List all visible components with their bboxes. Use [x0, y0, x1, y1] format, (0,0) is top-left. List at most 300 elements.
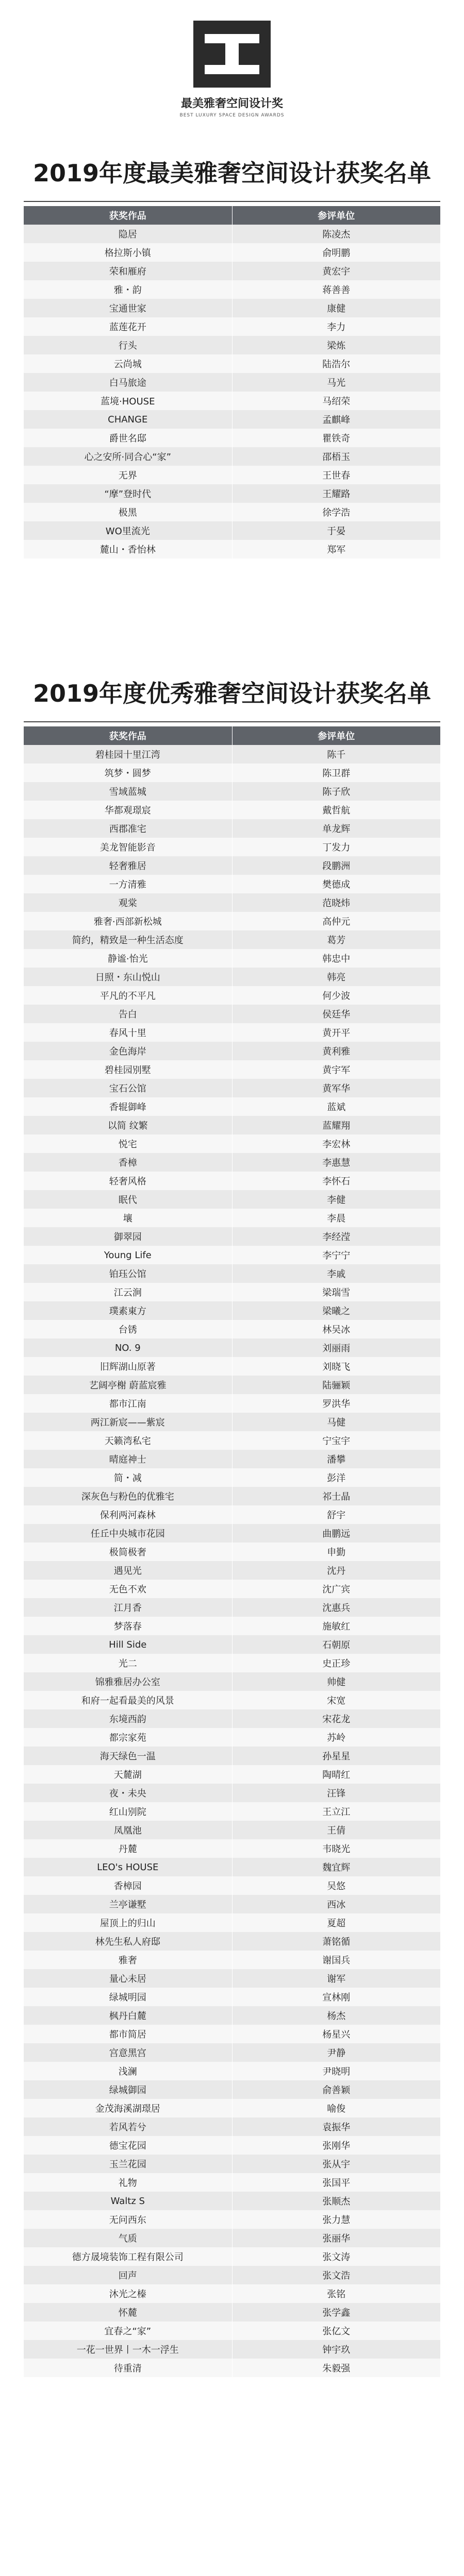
header-work: 获奖作品: [24, 206, 233, 225]
table-row: [24, 1524, 440, 1543]
table-row: [24, 373, 440, 392]
award-logo: [175, 21, 289, 124]
table-row: [24, 1116, 440, 1134]
entrant-cell: 李宏林: [322, 1139, 351, 1150]
table-row: [24, 540, 440, 558]
award-work-cell: 德宝花园: [24, 2136, 233, 2155]
award-work-cell: 德方晟境装饰工程有限公司: [24, 2247, 233, 2266]
table-row: [24, 1654, 440, 1672]
table-row: [24, 1468, 440, 1487]
entrant-cell: 戴哲航: [322, 805, 351, 816]
table-row: [24, 2099, 440, 2117]
entrant-cell: 尹静: [327, 2048, 346, 2059]
award-work-cell: 心之安所·同合心“家”: [24, 447, 233, 466]
section2-title: 2019年度优秀雅奢空间设计获奖名单: [32, 680, 432, 707]
award-work-cell: 麓山・香怡林: [24, 540, 233, 558]
header-entrant: 参评单位: [318, 211, 355, 222]
award-work-cell: 红山别院: [24, 1802, 233, 1821]
table-row: [24, 1932, 440, 1951]
entrant-cell: 于晏: [327, 526, 346, 537]
entrant-cell: 俞明鹏: [322, 248, 351, 259]
entrant-cell: 蓝耀翔: [322, 1121, 351, 1131]
award-work-cell: 遇见光: [24, 1561, 233, 1580]
table-row: [24, 2303, 440, 2321]
entrant-cell: 李经滢: [322, 1232, 351, 1243]
table-row: [24, 1042, 440, 1060]
award-work-cell: 光二: [24, 1654, 233, 1672]
table-row: [24, 856, 440, 875]
table-row: [24, 875, 440, 893]
award-work-cell: 金茂海溪湖璟居: [24, 2099, 233, 2117]
table-row: [24, 1060, 440, 1079]
entrant-cell: 西冰: [327, 1900, 346, 1910]
table-row: [24, 2284, 440, 2303]
table-row: [24, 1580, 440, 1598]
table-row: [24, 1617, 440, 1635]
header-entrant: 参评单位: [318, 731, 355, 742]
table-row: [24, 1264, 440, 1283]
award-work-cell: 金色海岸: [24, 1042, 233, 1060]
entrant-cell: 王立江: [322, 1807, 351, 1818]
award-work-cell: 美龙智能影音: [24, 838, 233, 856]
award-work-cell: 静谧·怡光: [24, 949, 233, 968]
section1-table: [24, 206, 440, 558]
entrant-cell: 马绍荣: [322, 396, 351, 407]
award-work-cell: 凤凰池: [24, 1821, 233, 1839]
award-work-cell: 晴庭神士: [24, 1450, 233, 1468]
table-row: [24, 2192, 440, 2210]
entrant-cell: 宋花龙: [322, 1714, 351, 1725]
table-row: [24, 1487, 440, 1505]
award-work-cell: 极简极奢: [24, 1543, 233, 1561]
table-row: [24, 1079, 440, 1097]
award-work-cell: Young Life: [24, 1246, 233, 1264]
entrant-cell: 袁振华: [322, 2122, 351, 2133]
award-work-cell: 雪域蓝城: [24, 782, 233, 801]
table-row: [24, 243, 440, 262]
entrant-cell: 钟宇玖: [322, 2345, 351, 2355]
entrant-cell: 韩亮: [327, 972, 346, 983]
award-work-cell: 怀麓: [24, 2303, 233, 2321]
table-row: [24, 1209, 440, 1227]
award-work-cell: LEO's HOUSE: [24, 1858, 233, 1876]
entrant-cell: 黄宇军: [322, 1065, 351, 1076]
award-work-cell: Hill Side: [24, 1635, 233, 1654]
table-row: [24, 1543, 440, 1561]
logo-subtitle: BEST LUXURY SPACE DESIGN AWARDS: [179, 113, 285, 118]
table-row: [24, 466, 440, 484]
table-row: [24, 986, 440, 1005]
entrant-cell: 孙星星: [322, 1751, 351, 1762]
table-row: [24, 2359, 440, 2377]
award-work-cell: 平凡的不平凡: [24, 986, 233, 1005]
entrant-cell: 李健: [327, 1195, 346, 1206]
table-row: [24, 447, 440, 466]
entrant-cell: 张文涛: [322, 2252, 351, 2263]
table-row: [24, 2117, 440, 2136]
entrant-cell: 宁宝宇: [322, 1436, 351, 1447]
entrant-cell: 孟麒峰: [322, 415, 351, 426]
entrant-cell: 高仲元: [322, 917, 351, 927]
award-work-cell: 浅澜: [24, 2062, 233, 2080]
award-work-cell: 告白: [24, 1005, 233, 1023]
award-work-cell: 绿城明园: [24, 1988, 233, 2006]
table-row: [24, 1023, 440, 1042]
entrant-cell: 史正珍: [322, 1658, 351, 1669]
award-emblem-icon: [193, 21, 271, 88]
table-row: [24, 1431, 440, 1450]
award-work-cell: 绿城御园: [24, 2080, 233, 2099]
entrant-cell: 梁炼: [327, 341, 346, 351]
table-row: [24, 1672, 440, 1691]
award-work-cell: 深灰色与粉色的优雅宅: [24, 1487, 233, 1505]
table-row: [24, 392, 440, 410]
award-work-cell: 艺阔亭榭 蔚蓝宸雅: [24, 1376, 233, 1394]
entrant-cell: 朱毅强: [322, 2363, 351, 2374]
award-work-cell: 保利两河森林: [24, 1505, 233, 1524]
table-row: [24, 1227, 440, 1246]
entrant-cell: 张亿文: [322, 2326, 351, 2337]
table-row: [24, 280, 440, 299]
table-row: [24, 1784, 440, 1802]
award-work-cell: 旧辉湖山原著: [24, 1357, 233, 1376]
award-work-cell: 夜・未央: [24, 1784, 233, 1802]
entrant-cell: 申勤: [327, 1547, 346, 1558]
table-row: [24, 1876, 440, 1895]
award-work-cell: 简・减: [24, 1468, 233, 1487]
entrant-cell: 侯廷华: [322, 1009, 351, 1020]
entrant-cell: 丁发力: [322, 842, 351, 853]
entrant-cell: 韦晓光: [322, 1844, 351, 1855]
entrant-cell: 黄宏宇: [322, 266, 351, 277]
award-work-cell: 海天绿色一温: [24, 1747, 233, 1765]
award-work-cell: 璞素東方: [24, 1301, 233, 1320]
entrant-cell: 石朝原: [322, 1640, 351, 1651]
award-work-cell: 气质: [24, 2229, 233, 2247]
table-row: [24, 782, 440, 801]
award-work-cell: 蓝境·HOUSE: [24, 392, 233, 410]
entrant-cell: 张国平: [322, 2178, 351, 2189]
entrant-cell: 舒宇: [327, 1510, 346, 1521]
entrant-cell: 彭洋: [327, 1473, 346, 1484]
award-work-cell: 梦落春: [24, 1617, 233, 1635]
award-work-cell: 若风若兮: [24, 2117, 233, 2136]
table-row: [24, 410, 440, 429]
award-work-cell: 荣和雁府: [24, 262, 233, 280]
award-work-cell: 都宗家苑: [24, 1728, 233, 1747]
table-row: [24, 1394, 440, 1413]
entrant-cell: 汪锋: [327, 1788, 346, 1799]
entrant-cell: 马光: [327, 378, 346, 388]
table-row: [24, 1357, 440, 1376]
entrant-cell: 陆浩尔: [322, 359, 351, 370]
table-row: [24, 1802, 440, 1821]
entrant-cell: 沈丹: [327, 1566, 346, 1577]
entrant-cell: 马健: [327, 1417, 346, 1428]
entrant-cell: 王世春: [322, 470, 351, 481]
entrant-cell: 邵梧玉: [322, 452, 351, 463]
table-row: [24, 2321, 440, 2340]
award-work-cell: 行头: [24, 336, 233, 354]
award-work-cell: WO里流光: [24, 521, 233, 540]
award-work-cell: 悦宅: [24, 1134, 233, 1153]
entrant-cell: 夏超: [327, 1918, 346, 1929]
table-row: [24, 503, 440, 521]
header-work: 获奖作品: [24, 726, 233, 745]
award-work-cell: 无问西东: [24, 2210, 233, 2229]
entrant-cell: 施敏红: [322, 1621, 351, 1632]
table-row: [24, 2043, 440, 2062]
award-work-cell: 待重清: [24, 2359, 233, 2377]
table-row: [24, 1895, 440, 1913]
entrant-cell: 祁士晶: [322, 1492, 351, 1502]
table-row: [24, 893, 440, 912]
table-row: [24, 1097, 440, 1116]
entrant-cell: 张文浩: [322, 2270, 351, 2281]
table-row: [24, 2266, 440, 2284]
entrant-cell: 沈惠兵: [322, 1603, 351, 1614]
table-row: [24, 1951, 440, 1969]
award-work-cell: 兰亭谦墅: [24, 1895, 233, 1913]
logo-title: 最美雅奢空间设计奖: [180, 97, 283, 110]
award-work-cell: 量心未居: [24, 1969, 233, 1988]
table-row: [24, 1301, 440, 1320]
table-row: [24, 1598, 440, 1617]
award-work-cell: 一方清雅: [24, 875, 233, 893]
entrant-cell: 何少波: [322, 991, 351, 1002]
award-work-cell: 雅奢·西部新松城: [24, 912, 233, 930]
entrant-cell: 瞿铁奇: [322, 433, 351, 444]
table-row: [24, 838, 440, 856]
table-row: [24, 1561, 440, 1580]
entrant-cell: 李宁宁: [322, 1250, 351, 1261]
table-row: [24, 2210, 440, 2229]
award-work-cell: 香樟: [24, 1153, 233, 1172]
entrant-cell: 陈卫群: [322, 768, 351, 779]
entrant-cell: 沈广宾: [322, 1584, 351, 1595]
entrant-cell: 黄开平: [322, 1028, 351, 1039]
table-header: [24, 726, 440, 745]
award-work-cell: 无界: [24, 466, 233, 484]
table-row: [24, 764, 440, 782]
award-work-cell: 西郡准宅: [24, 819, 233, 838]
award-work-cell: 宝石公馆: [24, 1079, 233, 1097]
section1-rule: [24, 201, 440, 202]
award-work-cell: 回声: [24, 2266, 233, 2284]
table-row: [24, 429, 440, 447]
section2-table: [24, 726, 440, 2377]
table-row: [24, 299, 440, 317]
table-row: [24, 336, 440, 354]
award-work-cell: 简约，精致是一种生活态度: [24, 930, 233, 949]
entrant-cell: 张从宇: [322, 2159, 351, 2170]
table-row: [24, 1320, 440, 1338]
table-row: [24, 2006, 440, 2025]
entrant-cell: 宣林刚: [322, 1992, 351, 2003]
table-row: [24, 2080, 440, 2099]
entrant-cell: 吴悠: [327, 1881, 346, 1892]
award-work-cell: 铂珏公馆: [24, 1264, 233, 1283]
entrant-cell: 刘晓飞: [322, 1362, 351, 1372]
table-row: [24, 930, 440, 949]
award-work-cell: 以简 纹繁: [24, 1116, 233, 1134]
award-work-cell: 轻奢风格: [24, 1172, 233, 1190]
entrant-cell: 郑军: [327, 545, 346, 555]
entrant-cell: 尹晓明: [322, 2066, 351, 2077]
table-row: [24, 1005, 440, 1023]
entrant-cell: 张丽华: [322, 2233, 351, 2244]
award-work-cell: 天籁湾私宅: [24, 1431, 233, 1450]
award-work-cell: 雅・韵: [24, 280, 233, 299]
entrant-cell: 张力慧: [322, 2215, 351, 2226]
table-row: [24, 1190, 440, 1209]
entrant-cell: 杨杰: [327, 2011, 346, 2022]
award-work-cell: 华都观璟宸: [24, 801, 233, 819]
award-work-cell: 林先生私人府邸: [24, 1932, 233, 1951]
entrant-cell: 张刚华: [322, 2141, 351, 2151]
award-work-cell: 格拉斯小镇: [24, 243, 233, 262]
award-work-cell: 云尚城: [24, 354, 233, 373]
table-row: [24, 949, 440, 968]
table-row: [24, 1709, 440, 1728]
entrant-cell: 蓝斌: [327, 1102, 346, 1113]
table-row: [24, 1969, 440, 1988]
entrant-cell: 梁曦之: [322, 1306, 351, 1317]
entrant-cell: 潘攀: [327, 1454, 346, 1465]
section1-title: 2019年度最美雅奢空间设计获奖名单: [32, 159, 432, 187]
entrant-cell: 李力: [327, 322, 346, 333]
table-row: [24, 1134, 440, 1153]
award-work-cell: 无色不欢: [24, 1580, 233, 1598]
entrant-cell: 萧铭循: [322, 1937, 351, 1947]
entrant-cell: 康健: [327, 303, 346, 314]
entrant-cell: 单龙辉: [322, 824, 351, 835]
award-work-cell: 筑梦・圆梦: [24, 764, 233, 782]
table-row: [24, 1913, 440, 1932]
table-row: [24, 1338, 440, 1357]
award-work-cell: 沐光之榛: [24, 2284, 233, 2303]
award-work-cell: 两江新宸——紫宸: [24, 1413, 233, 1431]
award-work-cell: 眠代: [24, 1190, 233, 1209]
entrant-cell: 李怀石: [322, 1176, 351, 1187]
award-work-cell: 香樟园: [24, 1876, 233, 1895]
table-row: [24, 1246, 440, 1264]
entrant-cell: 宋宽: [327, 1696, 346, 1706]
table-row: [24, 1450, 440, 1468]
award-work-cell: 玉兰花园: [24, 2155, 233, 2173]
award-work-cell: 枫丹白麓: [24, 2006, 233, 2025]
award-work-cell: 任丘中央城市花园: [24, 1524, 233, 1543]
award-work-cell: 轻奢雅居: [24, 856, 233, 875]
table-row: [24, 317, 440, 336]
entrant-cell: 谢国兵: [322, 1955, 351, 1966]
award-work-cell: 东境西韵: [24, 1709, 233, 1728]
table-row: [24, 1821, 440, 1839]
award-work-cell: 隐居: [24, 225, 233, 243]
award-work-cell: 观棠: [24, 893, 233, 912]
entrant-cell: 陆骊颖: [322, 1380, 351, 1391]
entrant-cell: 蒋善善: [322, 285, 351, 296]
award-work-cell: 一花一世界丨一木一浮生: [24, 2340, 233, 2359]
award-work-cell: 江月香: [24, 1598, 233, 1617]
table-row: [24, 1728, 440, 1747]
entrant-cell: 谢军: [327, 1974, 346, 1985]
award-work-cell: 雅奢: [24, 1951, 233, 1969]
award-work-cell: 春风十里: [24, 1023, 233, 1042]
entrant-cell: 魏宜辉: [322, 1862, 351, 1873]
table-row: [24, 801, 440, 819]
entrant-cell: 段鹏洲: [322, 861, 351, 872]
table-row: [24, 912, 440, 930]
table-row: [24, 2340, 440, 2359]
award-work-cell: 台锈: [24, 1320, 233, 1338]
table-row: [24, 1153, 440, 1172]
entrant-cell: 李戚: [327, 1269, 346, 1280]
award-work-cell: 江云涧: [24, 1283, 233, 1301]
table-row: [24, 2062, 440, 2080]
award-work-cell: 宝通世家: [24, 299, 233, 317]
award-work-cell: 屋顶上的归山: [24, 1913, 233, 1932]
award-work-cell: 礼物: [24, 2173, 233, 2192]
table-row: [24, 1858, 440, 1876]
entrant-cell: 黄军华: [322, 1083, 351, 1094]
award-work-cell: 宜春之“家”: [24, 2321, 233, 2340]
table-row: [24, 2136, 440, 2155]
table-row: [24, 1635, 440, 1654]
award-work-cell: 碧桂园别墅: [24, 1060, 233, 1079]
award-work-cell: 壤: [24, 1209, 233, 1227]
award-work-cell: 都市简居: [24, 2025, 233, 2043]
entrant-cell: 陶晴红: [322, 1770, 351, 1781]
table-row: [24, 2247, 440, 2266]
award-work-cell: 天麓湖: [24, 1765, 233, 1784]
entrant-cell: 苏岭: [327, 1733, 346, 1743]
entrant-cell: 张铭: [327, 2289, 346, 2300]
award-work-cell: 日照・东山悦山: [24, 968, 233, 986]
award-work-cell: 锦雅雅居办公室: [24, 1672, 233, 1691]
entrant-cell: 罗洪华: [322, 1399, 351, 1410]
award-work-cell: 和府一起看最美的风景: [24, 1691, 233, 1709]
table-row: [24, 262, 440, 280]
table-row: [24, 2229, 440, 2247]
award-work-cell: 都市江南: [24, 1394, 233, 1413]
award-work-cell: 宫意黑宫: [24, 2043, 233, 2062]
award-work-cell: Waltz S: [24, 2192, 233, 2210]
entrant-cell: 俞善颖: [322, 2085, 351, 2096]
entrant-cell: 樊德成: [322, 879, 351, 890]
entrant-cell: 王倩: [327, 1825, 346, 1836]
entrant-cell: 陈凌杰: [322, 229, 351, 240]
entrant-cell: 韩忠中: [322, 954, 351, 964]
entrant-cell: 陈千: [327, 750, 346, 760]
award-work-cell: 白马旅途: [24, 373, 233, 392]
entrant-cell: 林吴冰: [322, 1325, 351, 1335]
entrant-cell: 张顺杰: [322, 2196, 351, 2207]
award-work-cell: 极黑: [24, 503, 233, 521]
award-work-cell: 御翠园: [24, 1227, 233, 1246]
table-row: [24, 2173, 440, 2192]
table-row: [24, 968, 440, 986]
award-work-cell: 爵世名邸: [24, 429, 233, 447]
entrant-cell: 帅健: [327, 1677, 346, 1688]
table-row: [24, 1691, 440, 1709]
entrant-cell: 范晓炜: [322, 898, 351, 909]
table-row: [24, 225, 440, 243]
entrant-cell: 张学鑫: [322, 2308, 351, 2318]
entrant-cell: 杨星兴: [322, 2029, 351, 2040]
award-work-cell: 丹麓: [24, 1839, 233, 1858]
table-row: [24, 354, 440, 373]
